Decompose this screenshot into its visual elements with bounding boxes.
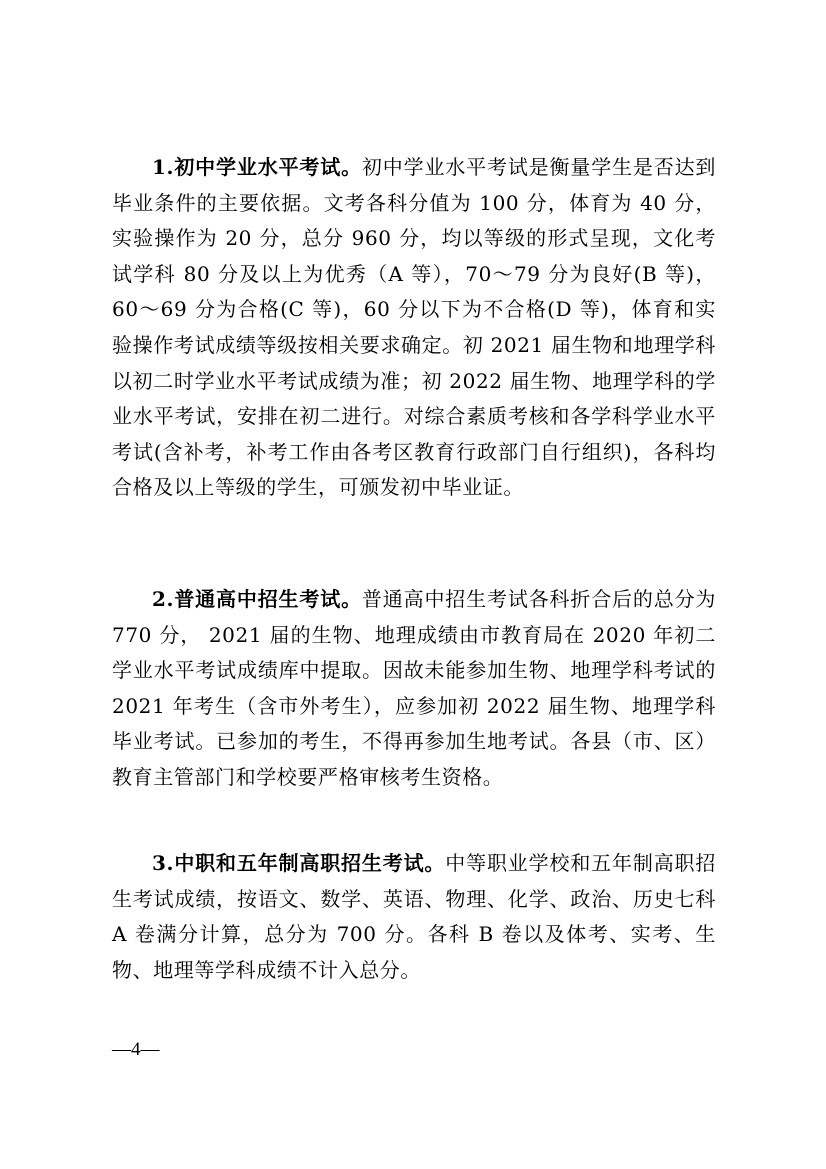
paragraph-heading: 1.初中学业水平考试。 [152, 155, 362, 179]
paragraph-body: 中等职业学校和五年制高职招生考试成绩，按语文、数学、英语、物理、化学、政治、历史七科 A 卷满分计算，总分为 700 分。各科 B 卷以及体考、实考、生物、地理等学科成绩不计入总分。 [112, 851, 716, 982]
page-number: —4— [112, 1039, 160, 1060]
paragraph-body: 初中学业水平考试是衡量学生是否达到毕业条件的主要依据。文考各科分值为 100 分，体育为 40 分，实验操作为 20 分，总分 960 分，均以等级的形式呈现，文化考试学科 80 分及以上为优秀（A 等），70～79 分为良好(B 等)，60～69 分为合格(C 等)，60 分以下为不合格(D 等)，体育和实验操作考试成绩等级按相关要求确定。初 2021 届生物和地理学科以初二时学业水平考试成绩为准；初 2022 届生物、地理学科的学业水平考试，安排在初二进行。对综合素质考核和各学科学业水平考试(含补考，补考工作由各考区教育行政部门自行组织)，各科均合格及以上等级的学生，可颁发初中毕业证。 [112, 155, 717, 500]
paragraph-high-school-exam [112, 582, 716, 796]
paragraph-heading: 2.普通高中招生考试。 [152, 587, 362, 611]
paragraph-vocational-exam [112, 846, 716, 988]
paragraph-junior-exam [112, 150, 716, 506]
paragraph-body: 普通高中招生考试各科折合后的总分为 770 分， 2021 届的生物、地理成绩由市教育局在 2020 年初二学业水平考试成绩库中提取。因故未能参加生物、地理学科考试的 2021 年考生（含市外考生），应参加初 2022 届生物、地理学科毕业考试。已参加的考生，不得再参加生地考试。各县（市、区）教育主管部门和学校要严格审核考生资格。 [112, 587, 717, 789]
paragraph-heading: 3.中职和五年制高职招生考试。 [152, 851, 446, 875]
